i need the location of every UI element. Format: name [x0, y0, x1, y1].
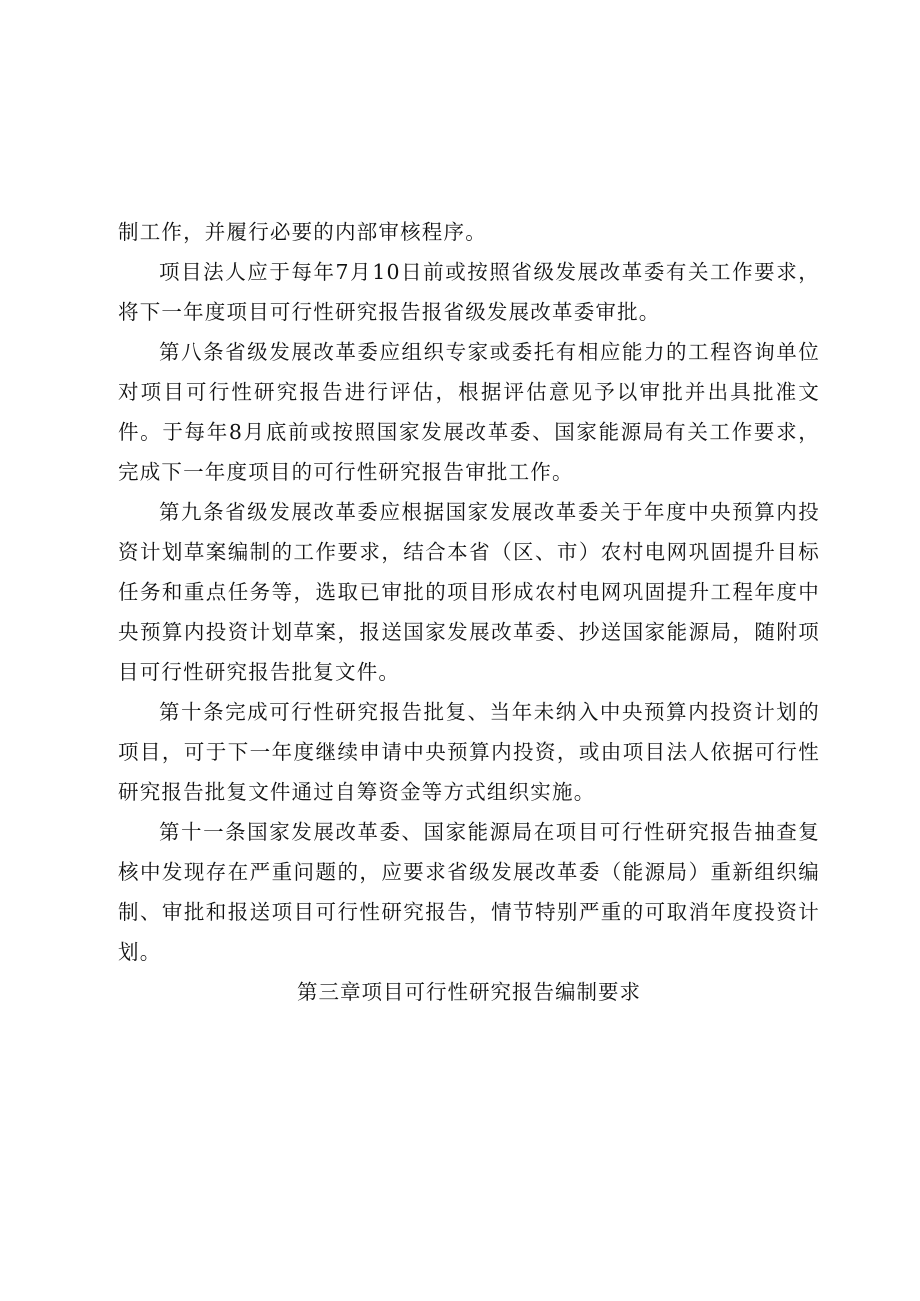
paragraph-article-9: 第九条省级发展改革委应根据国家发展改革委关于年度中央预算内投资计划草案编制的工作要求，结合本省（区、市）农村电网巩固提升目标任务和重点任务等，选取已审批的项目形成农村电网巩固提升工程年度中央预算内投资计划草案，报送国家发展改革委、抄送国家能源局，随附项目可行性研究报告批复文件。	[118, 500, 820, 684]
paragraph-continuation: 制工作，并履行必要的内部审核程序。	[118, 220, 487, 244]
paragraph-article-8: 第八条省级发展改革委应组织专家或委托有相应能力的工程咨询单位对项目可行性研究报告进行评估，根据评估意见予以审批并出具批准文件。于每年8月底前或按照国家发展改革委、国家能源局有关工作要求，完成下一年度项目的可行性研究报告审批工作。	[118, 340, 820, 484]
chapter-heading: 第三章项目可行性研究报告编制要求	[297, 980, 641, 1004]
paragraph-submission-deadline: 项目法人应于每年7月10日前或按照省级发展改革委有关工作要求，将下一年度项目可行性研究报告报省级发展改革委审批。	[118, 260, 820, 324]
paragraph-article-11: 第十一条国家发展改革委、国家能源局在项目可行性研究报告抽查复核中发现存在严重问题的，应要求省级发展改革委（能源局）重新组织编制、审批和报送项目可行性研究报告，情节特别严重的可取消年度投资计划。	[118, 820, 820, 964]
document-body	[118, 212, 820, 1012]
paragraph-article-10: 第十条完成可行性研究报告批复、当年未纳入中央预算内投资计划的项目，可于下一年度继续申请中央预算内投资，或由项目法人依据可行性研究报告批复文件通过自筹资金等方式组织实施。	[118, 700, 820, 804]
